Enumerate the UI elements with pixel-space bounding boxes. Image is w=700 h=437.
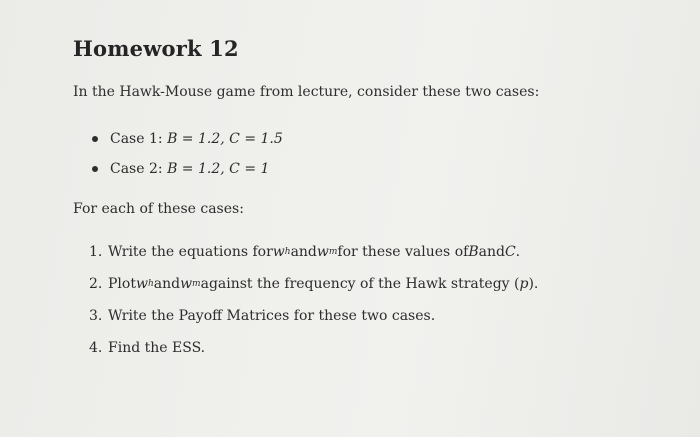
w-symbol: w bbox=[316, 244, 329, 260]
task-number: 1. bbox=[89, 244, 103, 260]
task-number: 3. bbox=[89, 308, 103, 324]
case-label: Case 2: bbox=[110, 161, 163, 177]
math-variable: B bbox=[468, 244, 479, 260]
w-subscript: h bbox=[147, 279, 154, 289]
task-item bbox=[89, 300, 538, 332]
task-text: Write the equations for bbox=[108, 244, 273, 260]
task-item bbox=[89, 236, 538, 268]
w-symbol: w bbox=[135, 276, 148, 292]
w-subscript: m bbox=[328, 247, 338, 257]
math-variable: p bbox=[519, 276, 529, 292]
case-item bbox=[92, 154, 283, 184]
task-text: ). bbox=[528, 276, 539, 292]
w-subscript: m bbox=[192, 279, 201, 289]
case-label: Case 1: bbox=[110, 131, 163, 147]
task-text: and bbox=[153, 276, 181, 292]
case-b-value: B = 1.2, bbox=[167, 131, 225, 147]
intro-text: In the Hawk-Mouse game from lecture, consider these two cases: bbox=[73, 84, 540, 100]
page-title: Homework 12 bbox=[73, 36, 239, 61]
w-symbol: w bbox=[180, 276, 193, 292]
task-text: for these values of bbox=[337, 244, 469, 260]
bullet-icon bbox=[92, 136, 98, 142]
bullet-icon bbox=[92, 166, 98, 172]
task-item bbox=[89, 332, 538, 364]
case-c-value: C = 1 bbox=[229, 161, 270, 177]
task-text: and bbox=[478, 244, 505, 260]
task-number: 2. bbox=[89, 276, 103, 292]
case-item bbox=[92, 124, 283, 154]
case-c-value: C = 1.5 bbox=[229, 131, 283, 147]
case-b-value: B = 1.2, bbox=[167, 161, 225, 177]
w-subscript: h bbox=[284, 247, 291, 257]
cases-list bbox=[92, 124, 283, 184]
task-text: Plot bbox=[108, 276, 136, 292]
task-number: 4. bbox=[89, 340, 103, 356]
task-text: against the frequency of the Hawk strategy ( bbox=[200, 276, 520, 292]
task-item bbox=[89, 268, 538, 300]
math-variable: C bbox=[504, 244, 516, 260]
for-each-text: For each of these cases: bbox=[73, 201, 244, 217]
task-text: Find the ESS. bbox=[108, 340, 206, 356]
task-text: and bbox=[290, 244, 317, 260]
task-text: Write the Payoff Matrices for these two cases. bbox=[108, 308, 436, 324]
tasks-list bbox=[89, 236, 538, 364]
w-symbol: w bbox=[272, 244, 285, 260]
task-text: . bbox=[515, 244, 521, 260]
